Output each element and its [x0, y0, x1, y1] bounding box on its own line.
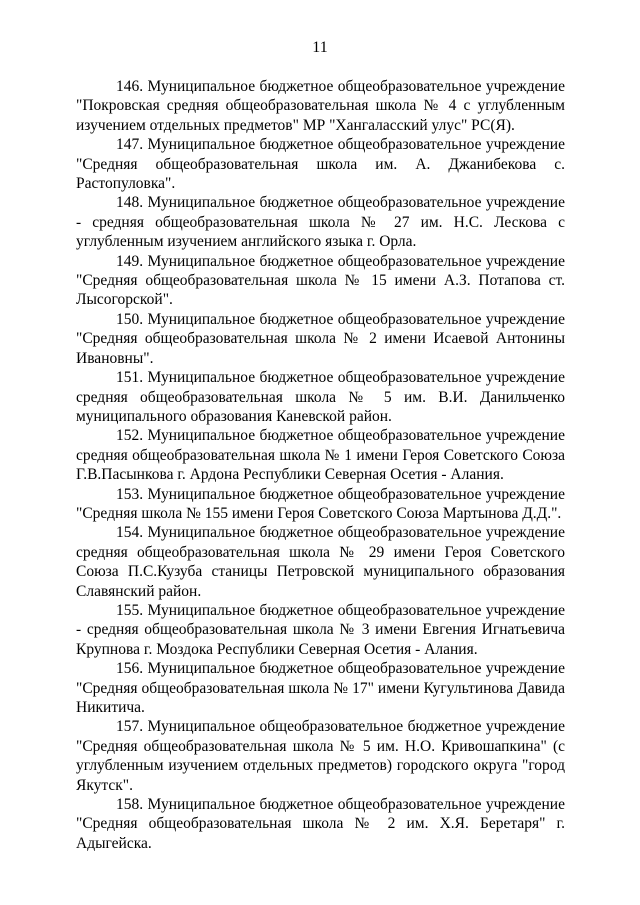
- list-item: 157. Муниципальное общеобразовательное бюджетное учреждение "Средняя общеобразовательная школа № 5 им. Н.О. Кривошапкина" (с углубленным изучением отдельных предметов) городского округа "город Якутск".: [76, 718, 565, 794]
- list-item: 156. Муниципальное бюджетное общеобразовательное учреждение "Средняя общеобразовательная школа № 17" имени Кугультинова Давида Никитича.: [76, 660, 565, 716]
- list-item: 146. Муниципальное бюджетное общеобразовательное учреждение "Покровская средняя общеобразовательная школа № 4 с углубленным изучением отдельных предметов" МР "Хангаласский улус" РС(Я).: [76, 78, 565, 134]
- list-item: 154. Муниципальное бюджетное общеобразовательное учреждение средняя общеобразовательная школа № 29 имени Героя Советского Союза П.С.Кузуба станицы Петровской муниципального образования Славянский район.: [76, 524, 565, 600]
- list-item: 148. Муниципальное бюджетное общеобразовательное учреждение - средняя общеобразовательная школа № 27 им. Н.С. Лескова с углубленным изучением английского языка г. Орла.: [76, 194, 565, 251]
- list-item: 153. Муниципальное бюджетное общеобразовательное учреждение "Средняя школа № 155 имени Героя Советского Союза Мартынова Д.Д.".: [76, 485, 565, 522]
- list-item: 147. Муниципальное бюджетное общеобразовательное учреждение "Средняя общеобразовательная школа им. А. Джанибекова с. Растопуловка".: [76, 136, 565, 193]
- document-body: [76, 77, 565, 853]
- list-item: 152. Муниципальное бюджетное общеобразовательное учреждение средняя общеобразовательная школа № 1 имени Героя Советского Союза Г.В.Пасынкова г. Ардона Республики Северная Осетия - Алания.: [76, 427, 565, 484]
- list-item: 150. Муниципальное бюджетное общеобразовательное учреждение "Средняя общеобразовательная школа № 2 имени Исаевой Антонины Ивановны".: [76, 310, 565, 367]
- page-number: 11: [312, 39, 328, 56]
- list-item: 158. Муниципальное бюджетное общеобразовательное учреждение "Средняя общеобразовательная школа № 2 им. Х.Я. Беретаря" г. Адыгейска.: [76, 796, 565, 852]
- list-item: 149. Муниципальное бюджетное общеобразовательное учреждение "Средняя общеобразовательная школа № 15 имени А.З. Потапова ст. Лысогорской".: [76, 252, 565, 309]
- list-item: 151. Муниципальное бюджетное общеобразовательное учреждение средняя общеобразовательная школа № 5 им. В.И. Данильченко муниципального образования Каневской район.: [76, 369, 565, 425]
- list-item: 155. Муниципальное бюджетное общеобразовательное учреждение - средняя общеобразовательная школа № 3 имени Евгения Игнатьевича Крупнова г. Моздока Республики Северная Осетия - Алания.: [76, 601, 565, 658]
